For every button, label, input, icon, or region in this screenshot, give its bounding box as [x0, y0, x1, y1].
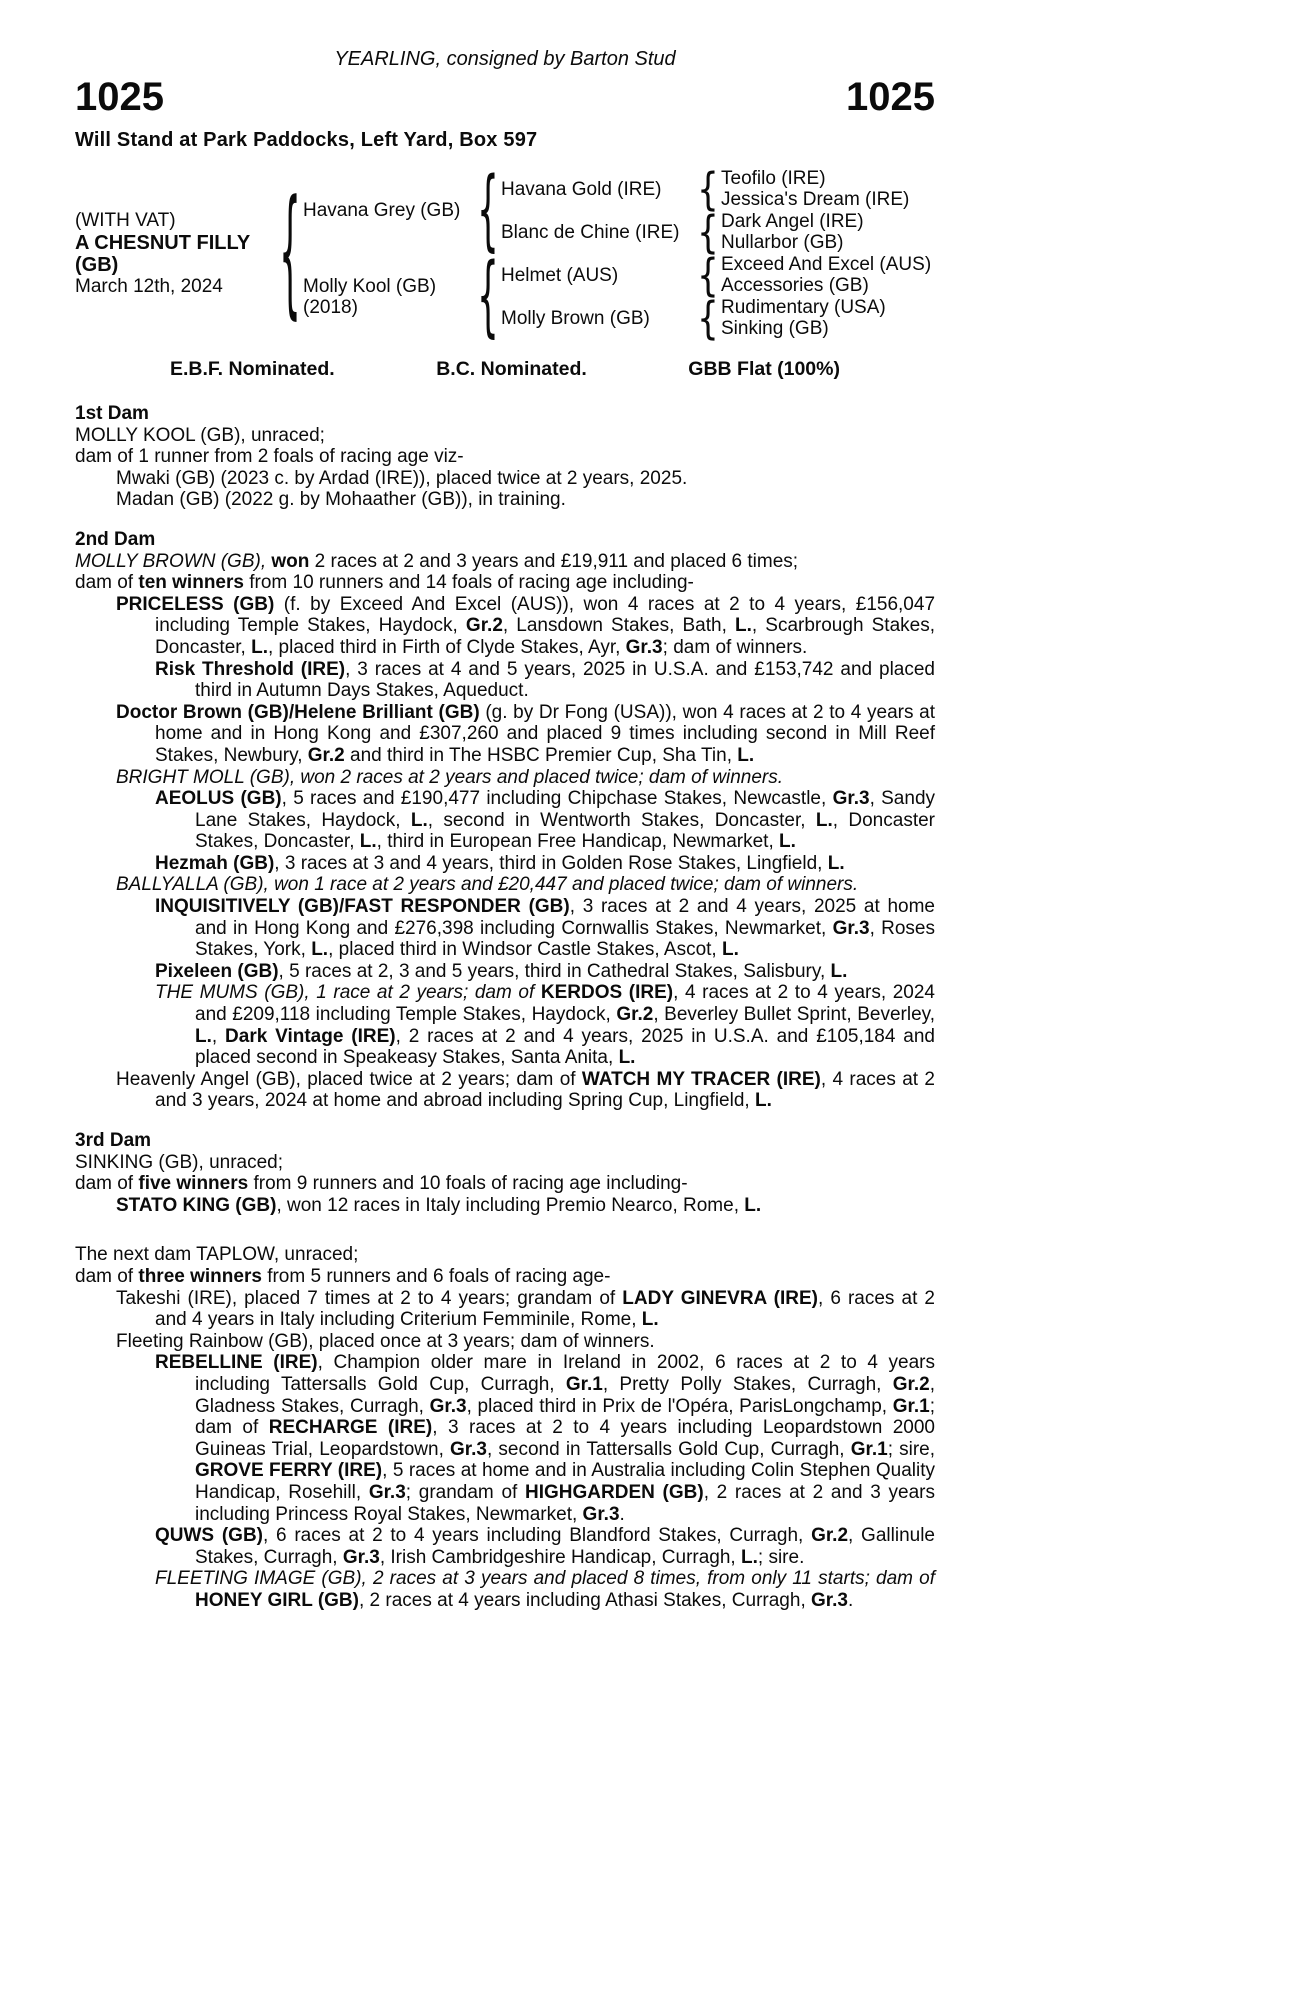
catalogue-paragraph: Mwaki (GB) (2023 c. by Ardad (IRE)), placed twice at 2 years, 2025. [116, 467, 688, 489]
catalogue-paragraph: SINKING (GB), unraced; [75, 1151, 284, 1173]
sire-name: Havana Grey (GB) [303, 200, 461, 221]
catalogue-paragraph: dam of five winners from 9 runners and 10 foals of racing age including- [75, 1173, 688, 1195]
pedigree-brace-3: { [697, 249, 719, 302]
ggp-name: Nullarbor (GB) [721, 232, 844, 254]
dam-section-heading: 2nd Dam [75, 528, 156, 550]
lot-number-right: 1025 [846, 75, 935, 119]
foaling-date: March 12th, 2024 [75, 276, 223, 297]
dam-section-heading: 3rd Dam [75, 1130, 152, 1151]
lot-number-left: 1025 [75, 75, 164, 119]
catalogue-paragraph: dam of 1 runner from 2 foals of racing age viz- [75, 446, 464, 468]
pedigree-brace-main: { [279, 172, 301, 336]
catalogue-paragraph: Pixeleen (GB), 5 races at 2, 3 and 5 years, third in Cathedral Stakes, Salisbury, L. [155, 960, 848, 982]
catalogue-paragraph: Risk Threshold (IRE), 3 races at 4 and 5 years, 2025 in U.S.A. and £153,742 and placed third in Autumn Days Stakes, Aqueduct. [155, 658, 935, 702]
catalogue-paragraph: AEOLUS (GB), 5 races and £190,477 including Chipchase Stakes, Newcastle, Gr.3, Sandy Lane Stakes, Haydock, L., second in Wentworth Stakes, Doncaster, L., Doncaster Stakes, Doncaster, L., third in European Free Handicap, Newmarket, L. [155, 788, 936, 853]
catalogue-paragraph: REBELLINE (IRE), Champion older mare in Ireland in 2002, 6 races at 2 to 4 years including Tattersalls Gold Cup, Curragh, Gr.1, Pretty Polly Stakes, Curragh, Gr.2, Gladness Stakes, Curragh, Gr.3, placed third in Prix de l'Opéra, ParisLongchamp, Gr.1; dam of RECHARGE (IRE), 3 races at 2 to 4 years including Leopardstown 2000 Guineas Trial, Leopardstown, Gr.3, second in Tattersalls Gold Cup, Curragh, Gr.1; sire, GROVE FERRY (IRE), 5 races at home and in Australia including Colin Stephen Quality Handicap, Rosehill, Gr.3; grandam of HIGHGARDEN (GB), 2 races at 2 and 3 years including Princess Royal Stakes, Newmarket, Gr.3. [155, 1352, 936, 1525]
catalogue-paragraph: INQUISITIVELY (GB)/FAST RESPONDER (GB), 3 races at 2 and 4 years, 2025 at home and in Hong Kong and £276,398 including Cornwallis Stakes, Newmarket, Gr.3, Roses Stakes, York, L., placed third in Windsor Castle Stakes, Ascot, L. [155, 896, 936, 961]
catalogue-paragraph: Hezmah (GB), 3 races at 3 and 4 years, third in Golden Rose Stakes, Lingfield, L. [155, 852, 845, 874]
catalogue-paragraph: Doctor Brown (GB)/Helene Brilliant (GB) (g. by Dr Fong (USA)), won 4 races at 2 to 4 years at home and in Hong Kong and £307,260 and placed 9 times including second in Mill Reef Stakes, Newbury, Gr.2 and third in The HSBC Premier Cup, Sha Tin, L. [116, 701, 935, 766]
pedigree-brace-sire: { [477, 159, 499, 263]
stand-location-line: Will Stand at Park Paddocks, Left Yard, Box 597 [75, 129, 538, 151]
catalogue-paragraph: FLEETING IMAGE (GB), 2 races at 3 years and placed 8 times, from only 11 starts; dam of HONEY GIRL (GB), 2 races at 4 years including Athasi Stakes, Curragh, Gr.3. [155, 1568, 935, 1611]
ggp-name: Rudimentary (USA) [721, 296, 886, 318]
pedigree-brace-1: { [697, 163, 719, 216]
catalogue-paragraph: The next dam TAPLOW, unraced; [75, 1244, 359, 1266]
dam-sections [75, 403, 935, 1611]
catalogue-paragraph: MOLLY BROWN (GB), won 2 races at 2 and 3 years and £19,911 and placed 6 times; [75, 550, 799, 572]
page-content [75, 48, 935, 1611]
nominations-row [75, 358, 935, 381]
catalogue-paragraph: dam of three winners from 5 runners and 6 foals of racing age- [75, 1265, 611, 1287]
ggp-name: Sinking (GB) [721, 318, 829, 340]
catalogue-paragraph: Madan (GB) (2022 g. by Mohaather (GB)), in training. [116, 489, 566, 511]
ggp-name: Accessories (GB) [721, 275, 869, 297]
sire-sire-name: Havana Gold (IRE) [501, 178, 662, 200]
consignor-line: YEARLING, consigned by Barton Stud [334, 48, 676, 70]
pedigree-table [75, 159, 935, 349]
catalogue-paragraph: QUWS (GB), 6 races at 2 to 4 years including Blandford Stakes, Curragh, Gr.2, Gallinule Stakes, Curragh, Gr.3, Irish Cambridgeshire Handicap, Curragh, L.; sire. [155, 1525, 935, 1568]
animal-name: A CHESNUT FILLY (GB) [75, 232, 250, 276]
catalogue-paragraph: STATO KING (GB), won 12 races in Italy including Premio Nearco, Rome, L. [116, 1194, 762, 1216]
dam-sire-name: Helmet (AUS) [501, 264, 619, 286]
catalogue-paragraph: Heavenly Angel (GB), placed twice at 2 years; dam of WATCH MY TRACER (IRE), 4 races at 2 and 3 years, 2024 at home and abroad including Spring Cup, Lingfield, L. [116, 1068, 935, 1112]
animal-info [75, 168, 277, 340]
vat-note: (WITH VAT) [75, 210, 176, 231]
dam-dam-name: Molly Brown (GB) [501, 307, 650, 329]
dam-name-text: Molly Kool (GB) [303, 275, 437, 297]
dam-name [303, 254, 475, 340]
dam-section-heading: 1st Dam [75, 403, 149, 424]
ggp-name: Teofilo (IRE) [721, 167, 826, 189]
catalogue-paragraph: MOLLY KOOL (GB), unraced; [75, 424, 325, 446]
catalogue-paragraph: BALLYALLA (GB), won 1 race at 2 years and £20,447 and placed twice; dam of winners. [116, 874, 859, 896]
ebf-nomination: E.B.F. Nominated. [170, 358, 335, 380]
catalogue-paragraph: Fleeting Rainbow (GB), placed once at 3 years; dam of winners. [116, 1330, 655, 1352]
catalogue-paragraph: BRIGHT MOLL (GB), won 2 races at 2 years and placed twice; dam of winners. [116, 766, 784, 788]
ggp-name: Jessica's Dream (IRE) [721, 189, 910, 211]
catalogue-paragraph: THE MUMS (GB), 1 race at 2 years; dam of KERDOS (IRE), 4 races at 2 to 4 years, 2024 and £209,118 including Temple Stakes, Haydock, Gr.2, Beverley Bullet Sprint, Beverley, L., Dark Vintage (IRE), 2 races at 2 and 4 years, 2025 in U.S.A. and £105,184 and placed second in Speakeasy Stakes, Santa Anita, L. [155, 982, 936, 1069]
sire-dam-name: Blanc de Chine (IRE) [501, 221, 680, 243]
pedigree-brace-4: { [697, 292, 719, 345]
pedigree-brace-dam: { [477, 245, 499, 349]
bc-nomination: B.C. Nominated. [436, 358, 587, 380]
dam-year: (2018) [303, 297, 358, 318]
pedigree-brace-2: { [697, 206, 719, 259]
gbb-nomination: GBB Flat (100%) [688, 358, 840, 380]
ggp-name: Dark Angel (IRE) [721, 210, 864, 232]
ggp-name: Exceed And Excel (AUS) [721, 253, 932, 275]
catalogue-paragraph: Takeshi (IRE), placed 7 times at 2 to 4 years; grandam of LADY GINEVRA (IRE), 6 races at 2 and 4 years in Italy including Criterium Femminile, Rome, L. [116, 1287, 935, 1331]
catalogue-paragraph: dam of ten winners from 10 runners and 14 foals of racing age including- [75, 572, 694, 594]
lot-number-row [75, 77, 935, 117]
catalogue-paragraph: PRICELESS (GB) (f. by Exceed And Excel (AUS)), won 4 races at 2 to 4 years, £156,047 including Temple Stakes, Haydock, Gr.2, Lansdown Stakes, Bath, L., Scarbrough Stakes, Doncaster, L., placed third in Firth of Clyde Stakes, Ayr, Gr.3; dam of winners. [116, 593, 936, 658]
